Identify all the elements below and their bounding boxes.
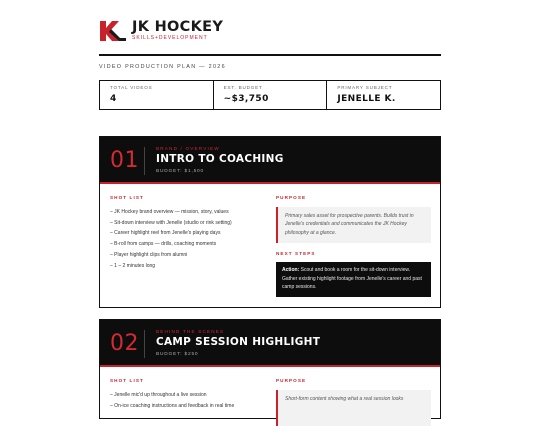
purpose-label: PURPOSE <box>276 378 307 383</box>
purpose-text: Short-form content showing what a real session looks <box>285 396 404 402</box>
purpose-box <box>276 207 431 243</box>
video-category: BRAND / OVERVIEW <box>156 146 220 151</box>
video-budget: BUDGET: $250 <box>156 352 199 357</box>
stat-total-videos <box>100 81 214 109</box>
video-card-header <box>100 137 440 184</box>
shot-list <box>110 390 270 411</box>
header-rule <box>99 54 441 56</box>
stat-label: TOTAL VIDEOS <box>110 85 153 90</box>
purpose-label: PURPOSE <box>276 195 307 200</box>
next-steps-lead: Action: <box>282 267 300 273</box>
shot-list <box>110 207 270 271</box>
shot-list-item: – On-ice coaching instructions and feedback in real time <box>110 402 235 409</box>
shot-list-section <box>110 378 270 411</box>
next-steps-label: NEXT STEPS <box>276 251 316 256</box>
hockey-stick-k-logo-icon <box>99 19 127 43</box>
brand-logo <box>99 18 224 44</box>
shot-list-label: SHOT LIST <box>110 378 144 383</box>
purpose-section <box>276 195 431 297</box>
header-divider <box>144 330 145 358</box>
purpose-section <box>276 378 431 426</box>
shot-list-item: – Career highlight reel from Jenelle's playing days <box>110 230 221 237</box>
video-card-02 <box>99 319 441 419</box>
document-page <box>99 0 441 409</box>
stat-value: JENELLE K. <box>337 94 396 104</box>
shot-list-item: – Player highlight clips from alumni <box>110 251 188 258</box>
stat-label: PRIMARY SUBJECT <box>337 85 393 90</box>
brand-tagline: SKILLS+DEVELOPMENT <box>132 35 208 41</box>
shot-list-section <box>110 195 270 271</box>
video-title: INTRO TO COACHING <box>156 153 284 165</box>
document-label: VIDEO PRODUCTION PLAN — 2026 <box>99 64 226 70</box>
purpose-box <box>276 390 431 426</box>
shot-list-item: – B-roll from camps — drills, coaching moments <box>110 241 217 248</box>
video-category: BEHIND THE SCENES <box>156 329 225 334</box>
next-steps-text <box>282 266 425 292</box>
stat-value: ~$3,750 <box>223 94 269 104</box>
stat-primary-subject <box>327 81 440 109</box>
stat-est-budget <box>214 81 328 109</box>
video-title: CAMP SESSION HIGHLIGHT <box>156 336 321 348</box>
summary-stats <box>99 80 441 110</box>
video-budget: BUDGET: $1,500 <box>156 169 204 174</box>
shot-list-item: – JK Hockey brand overview — mission, story, values <box>110 209 229 215</box>
shot-list-label: SHOT LIST <box>110 195 144 200</box>
video-number: 01 <box>110 148 139 173</box>
next-steps-body: Scout and book a room for the sit-down interview. Gather existing highlight footage from Jenelle's career and past camp sessions. <box>282 267 422 291</box>
stat-value: 4 <box>110 94 117 104</box>
brand-name: JK HOCKEY <box>132 19 224 35</box>
header-divider <box>144 147 145 175</box>
shot-list-item: – Jenelle mic'd up throughout a live session <box>110 392 207 398</box>
shot-list-item: – Sit-down interview with Jenelle (studio or rink setting) <box>110 219 232 226</box>
next-steps-box <box>276 262 431 297</box>
video-card-header <box>100 320 440 367</box>
video-card-01 <box>99 136 441 308</box>
stat-label: EST. BUDGET <box>223 85 263 90</box>
shot-list-item: – 1 – 2 minutes long <box>110 262 156 269</box>
purpose-text: Primary sales asset for prospective parents. Builds trust in Jenelle's credentials and communicates the JK Hockey philosophy at a glance. <box>285 213 414 236</box>
video-number: 02 <box>110 331 139 356</box>
